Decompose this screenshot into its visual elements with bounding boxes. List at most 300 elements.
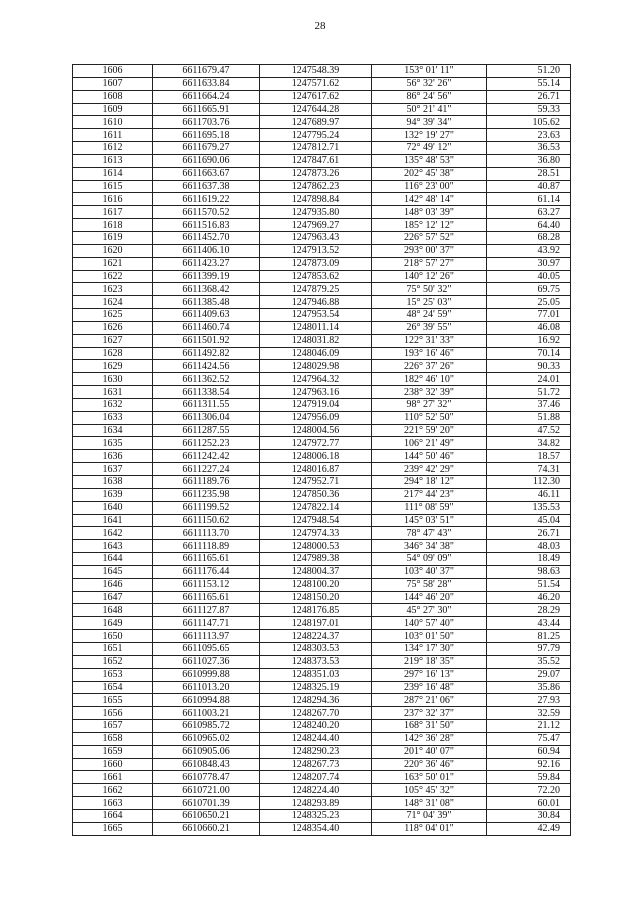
bearing-cell: 297° 16' 13": [372, 668, 487, 681]
x-coordinate-cell: 6611176.44: [153, 565, 260, 578]
y-coordinate-cell: 1248197.01: [260, 617, 372, 630]
point-number-cell: 1650: [73, 630, 153, 643]
distance-cell: 42.49: [487, 822, 571, 835]
x-coordinate-cell: 6611013.20: [153, 681, 260, 694]
y-coordinate-cell: 1248325.23: [260, 809, 372, 822]
point-number-cell: 1609: [73, 103, 153, 116]
x-coordinate-cell: 6611189.76: [153, 476, 260, 489]
point-number-cell: 1642: [73, 527, 153, 540]
y-coordinate-cell: 1247946.88: [260, 296, 372, 309]
distance-cell: 60.01: [487, 797, 571, 810]
bearing-cell: 122° 31' 33": [372, 334, 487, 347]
bearing-cell: 144° 46' 20": [372, 591, 487, 604]
distance-cell: 46.11: [487, 488, 571, 501]
bearing-cell: 237° 32' 37": [372, 707, 487, 720]
table-row: [73, 591, 571, 604]
bearing-cell: 217° 44' 23": [372, 488, 487, 501]
table-row: [73, 527, 571, 540]
table-row: [73, 65, 571, 78]
bearing-cell: 103° 40' 37": [372, 565, 487, 578]
point-number-cell: 1628: [73, 347, 153, 360]
point-number-cell: 1653: [73, 668, 153, 681]
table-row: [73, 167, 571, 180]
table-row: [73, 617, 571, 630]
y-coordinate-cell: 1248290.23: [260, 745, 372, 758]
table-row: [73, 565, 571, 578]
distance-cell: 46.08: [487, 321, 571, 334]
y-coordinate-cell: 1247812.71: [260, 142, 372, 155]
point-number-cell: 1652: [73, 655, 153, 668]
table-row: [73, 822, 571, 835]
point-number-cell: 1658: [73, 732, 153, 745]
point-number-cell: 1629: [73, 360, 153, 373]
bearing-cell: 163° 50' 01": [372, 771, 487, 784]
table-row: [73, 501, 571, 514]
distance-cell: 43.92: [487, 244, 571, 257]
point-number-cell: 1665: [73, 822, 153, 835]
y-coordinate-cell: 1247617.62: [260, 90, 372, 103]
bearing-cell: 94° 39' 34": [372, 116, 487, 129]
table-row: [73, 386, 571, 399]
distance-cell: 70.14: [487, 347, 571, 360]
point-number-cell: 1618: [73, 219, 153, 232]
y-coordinate-cell: 1248244.40: [260, 732, 372, 745]
bearing-cell: 144° 50' 46": [372, 450, 487, 463]
table-row: [73, 668, 571, 681]
y-coordinate-cell: 1248294.36: [260, 694, 372, 707]
x-coordinate-cell: 6611165.61: [153, 591, 260, 604]
table-row: [73, 373, 571, 386]
x-coordinate-cell: 6610965.02: [153, 732, 260, 745]
y-coordinate-cell: 1247935.80: [260, 206, 372, 219]
y-coordinate-cell: 1248267.70: [260, 707, 372, 720]
x-coordinate-cell: 6611409.63: [153, 309, 260, 322]
distance-cell: 35.52: [487, 655, 571, 668]
bearing-cell: 226° 37' 26": [372, 360, 487, 373]
point-number-cell: 1626: [73, 321, 153, 334]
bearing-cell: 293° 00' 37": [372, 244, 487, 257]
x-coordinate-cell: 6611147.71: [153, 617, 260, 630]
table-row: [73, 771, 571, 784]
bearing-cell: 86° 24' 56": [372, 90, 487, 103]
point-number-cell: 1643: [73, 540, 153, 553]
point-number-cell: 1641: [73, 514, 153, 527]
bearing-cell: 75° 58' 28": [372, 578, 487, 591]
point-number-cell: 1647: [73, 591, 153, 604]
bearing-cell: 75° 50' 32": [372, 283, 487, 296]
point-number-cell: 1649: [73, 617, 153, 630]
bearing-cell: 294° 18' 12": [372, 476, 487, 489]
distance-cell: 97.79: [487, 642, 571, 655]
table-row: [73, 90, 571, 103]
x-coordinate-cell: 6611423.27: [153, 257, 260, 270]
bearing-cell: 182° 46' 10": [372, 373, 487, 386]
point-number-cell: 1616: [73, 193, 153, 206]
y-coordinate-cell: 1248351.03: [260, 668, 372, 681]
table-row: [73, 219, 571, 232]
bearing-cell: 185° 12' 12": [372, 219, 487, 232]
x-coordinate-cell: 6611501.92: [153, 334, 260, 347]
point-number-cell: 1623: [73, 283, 153, 296]
x-coordinate-cell: 6611165.61: [153, 553, 260, 566]
coordinates-table: [72, 64, 571, 836]
y-coordinate-cell: 1247972.77: [260, 437, 372, 450]
y-coordinate-cell: 1248373.53: [260, 655, 372, 668]
point-number-cell: 1636: [73, 450, 153, 463]
distance-cell: 47.52: [487, 424, 571, 437]
point-number-cell: 1617: [73, 206, 153, 219]
table-row: [73, 180, 571, 193]
y-coordinate-cell: 1248029.98: [260, 360, 372, 373]
point-number-cell: 1660: [73, 758, 153, 771]
y-coordinate-cell: 1247989.38: [260, 553, 372, 566]
y-coordinate-cell: 1248004.56: [260, 424, 372, 437]
y-coordinate-cell: 1248150.20: [260, 591, 372, 604]
distance-cell: 27.93: [487, 694, 571, 707]
table-row: [73, 309, 571, 322]
table-row: [73, 450, 571, 463]
table-row: [73, 463, 571, 476]
x-coordinate-cell: 6610778.47: [153, 771, 260, 784]
x-coordinate-cell: 6611368.42: [153, 283, 260, 296]
distance-cell: 61.14: [487, 193, 571, 206]
table-row: [73, 360, 571, 373]
table-row: [73, 797, 571, 810]
x-coordinate-cell: 6611027.36: [153, 655, 260, 668]
point-number-cell: 1632: [73, 398, 153, 411]
bearing-cell: 346° 34' 38": [372, 540, 487, 553]
table-row: [73, 784, 571, 797]
bearing-cell: 239° 42' 29": [372, 463, 487, 476]
x-coordinate-cell: 6611095.65: [153, 642, 260, 655]
distance-cell: 23.63: [487, 129, 571, 142]
distance-cell: 59.84: [487, 771, 571, 784]
bearing-cell: 287° 21' 06": [372, 694, 487, 707]
bearing-cell: 140° 12' 26": [372, 270, 487, 283]
table-row: [73, 437, 571, 450]
y-coordinate-cell: 1248240.20: [260, 720, 372, 733]
distance-cell: 63.27: [487, 206, 571, 219]
table-row: [73, 398, 571, 411]
table-row: [73, 296, 571, 309]
table-row: [73, 630, 571, 643]
bearing-cell: 220° 36' 46": [372, 758, 487, 771]
x-coordinate-cell: 6611242.42: [153, 450, 260, 463]
bearing-cell: 48° 24' 59": [372, 309, 487, 322]
bearing-cell: 56° 32' 26": [372, 77, 487, 90]
point-number-cell: 1646: [73, 578, 153, 591]
y-coordinate-cell: 1247898.84: [260, 193, 372, 206]
x-coordinate-cell: 6611695.18: [153, 129, 260, 142]
distance-cell: 68.28: [487, 231, 571, 244]
distance-cell: 90.33: [487, 360, 571, 373]
x-coordinate-cell: 6611406.10: [153, 244, 260, 257]
table-row: [73, 116, 571, 129]
table-row: [73, 758, 571, 771]
bearing-cell: 221° 59' 20": [372, 424, 487, 437]
distance-cell: 35.86: [487, 681, 571, 694]
distance-cell: 51.20: [487, 65, 571, 78]
y-coordinate-cell: 1247963.43: [260, 231, 372, 244]
table-row: [73, 707, 571, 720]
point-number-cell: 1619: [73, 231, 153, 244]
x-coordinate-cell: 6611199.52: [153, 501, 260, 514]
y-coordinate-cell: 1247879.25: [260, 283, 372, 296]
distance-cell: 26.71: [487, 90, 571, 103]
point-number-cell: 1614: [73, 167, 153, 180]
table-row: [73, 283, 571, 296]
distance-cell: 59.33: [487, 103, 571, 116]
distance-cell: 64.40: [487, 219, 571, 232]
point-number-cell: 1654: [73, 681, 153, 694]
point-number-cell: 1625: [73, 309, 153, 322]
distance-cell: 112.30: [487, 476, 571, 489]
y-coordinate-cell: 1248006.18: [260, 450, 372, 463]
bearing-cell: 148° 03' 39": [372, 206, 487, 219]
y-coordinate-cell: 1248303.53: [260, 642, 372, 655]
y-coordinate-cell: 1247795.24: [260, 129, 372, 142]
table-row: [73, 694, 571, 707]
y-coordinate-cell: 1248100.20: [260, 578, 372, 591]
point-number-cell: 1606: [73, 65, 153, 78]
bearing-cell: 218° 57' 27": [372, 257, 487, 270]
distance-cell: 26.71: [487, 527, 571, 540]
x-coordinate-cell: 6611385.48: [153, 296, 260, 309]
x-coordinate-cell: 6611679.27: [153, 142, 260, 155]
table-row: [73, 129, 571, 142]
distance-cell: 105.62: [487, 116, 571, 129]
table-row: [73, 334, 571, 347]
point-number-cell: 1655: [73, 694, 153, 707]
bearing-cell: 142° 36' 28": [372, 732, 487, 745]
distance-cell: 92.16: [487, 758, 571, 771]
point-number-cell: 1659: [73, 745, 153, 758]
table-row: [73, 514, 571, 527]
table-row: [73, 142, 571, 155]
x-coordinate-cell: 6611690.06: [153, 154, 260, 167]
y-coordinate-cell: 1247853.62: [260, 270, 372, 283]
distance-cell: 29.07: [487, 668, 571, 681]
y-coordinate-cell: 1247948.54: [260, 514, 372, 527]
y-coordinate-cell: 1247862.23: [260, 180, 372, 193]
x-coordinate-cell: 6611637.38: [153, 180, 260, 193]
distance-cell: 21.12: [487, 720, 571, 733]
table-row: [73, 732, 571, 745]
distance-cell: 30.97: [487, 257, 571, 270]
point-number-cell: 1615: [73, 180, 153, 193]
point-number-cell: 1657: [73, 720, 153, 733]
point-number-cell: 1607: [73, 77, 153, 90]
bearing-cell: 15° 25' 03": [372, 296, 487, 309]
table-row: [73, 231, 571, 244]
x-coordinate-cell: 6611127.87: [153, 604, 260, 617]
point-number-cell: 1633: [73, 411, 153, 424]
x-coordinate-cell: 6611665.91: [153, 103, 260, 116]
point-number-cell: 1630: [73, 373, 153, 386]
x-coordinate-cell: 6611516.83: [153, 219, 260, 232]
bearing-cell: 103° 01' 50": [372, 630, 487, 643]
y-coordinate-cell: 1248046.09: [260, 347, 372, 360]
y-coordinate-cell: 1248354.40: [260, 822, 372, 835]
table-row: [73, 655, 571, 668]
y-coordinate-cell: 1247952.71: [260, 476, 372, 489]
distance-cell: 69.75: [487, 283, 571, 296]
y-coordinate-cell: 1247953.54: [260, 309, 372, 322]
distance-cell: 51.72: [487, 386, 571, 399]
y-coordinate-cell: 1248011.14: [260, 321, 372, 334]
x-coordinate-cell: 6611424.56: [153, 360, 260, 373]
bearing-cell: 132° 19' 27": [372, 129, 487, 142]
point-number-cell: 1608: [73, 90, 153, 103]
bearing-cell: 142° 48' 14": [372, 193, 487, 206]
table-row: [73, 154, 571, 167]
point-number-cell: 1613: [73, 154, 153, 167]
bearing-cell: 226° 57' 52": [372, 231, 487, 244]
x-coordinate-cell: 6610999.88: [153, 668, 260, 681]
distance-cell: 25.05: [487, 296, 571, 309]
bearing-cell: 145° 03' 51": [372, 514, 487, 527]
x-coordinate-cell: 6611362.52: [153, 373, 260, 386]
x-coordinate-cell: 6611679.47: [153, 65, 260, 78]
bearing-cell: 78° 47' 43": [372, 527, 487, 540]
y-coordinate-cell: 1247644.28: [260, 103, 372, 116]
distance-cell: 37.46: [487, 398, 571, 411]
distance-cell: 51.54: [487, 578, 571, 591]
y-coordinate-cell: 1247571.62: [260, 77, 372, 90]
x-coordinate-cell: 6611633.84: [153, 77, 260, 90]
point-number-cell: 1663: [73, 797, 153, 810]
y-coordinate-cell: 1247913.52: [260, 244, 372, 257]
point-number-cell: 1664: [73, 809, 153, 822]
bearing-cell: 45° 27' 30": [372, 604, 487, 617]
point-number-cell: 1638: [73, 476, 153, 489]
y-coordinate-cell: 1248267.73: [260, 758, 372, 771]
point-number-cell: 1634: [73, 424, 153, 437]
table-row: [73, 77, 571, 90]
distance-cell: 135.53: [487, 501, 571, 514]
y-coordinate-cell: 1248004.37: [260, 565, 372, 578]
distance-cell: 51.88: [487, 411, 571, 424]
bearing-cell: 135° 48' 53": [372, 154, 487, 167]
table-row: [73, 347, 571, 360]
distance-cell: 36.53: [487, 142, 571, 155]
distance-cell: 77.01: [487, 309, 571, 322]
bearing-cell: 110° 52' 50": [372, 411, 487, 424]
x-coordinate-cell: 6610721.00: [153, 784, 260, 797]
y-coordinate-cell: 1247974.33: [260, 527, 372, 540]
bearing-cell: 140° 57' 40": [372, 617, 487, 630]
table-row: [73, 578, 571, 591]
bearing-cell: 98° 27' 32": [372, 398, 487, 411]
x-coordinate-cell: 6611619.22: [153, 193, 260, 206]
distance-cell: 48.03: [487, 540, 571, 553]
x-coordinate-cell: 6610701.39: [153, 797, 260, 810]
coordinates-table-body: [73, 65, 571, 836]
point-number-cell: 1651: [73, 642, 153, 655]
x-coordinate-cell: 6611227.24: [153, 463, 260, 476]
bearing-cell: 118° 04' 01": [372, 822, 487, 835]
x-coordinate-cell: 6611306.04: [153, 411, 260, 424]
y-coordinate-cell: 1247548.39: [260, 65, 372, 78]
table-row: [73, 193, 571, 206]
bearing-cell: 134° 17' 30": [372, 642, 487, 655]
table-row: [73, 476, 571, 489]
table-row: [73, 681, 571, 694]
bearing-cell: 26° 39' 55": [372, 321, 487, 334]
y-coordinate-cell: 1248293.89: [260, 797, 372, 810]
table-row: [73, 553, 571, 566]
point-number-cell: 1648: [73, 604, 153, 617]
distance-cell: 40.87: [487, 180, 571, 193]
x-coordinate-cell: 6611460.74: [153, 321, 260, 334]
point-number-cell: 1645: [73, 565, 153, 578]
point-number-cell: 1620: [73, 244, 153, 257]
bearing-cell: 50° 21' 41": [372, 103, 487, 116]
point-number-cell: 1640: [73, 501, 153, 514]
point-number-cell: 1631: [73, 386, 153, 399]
bearing-cell: 202° 45' 38": [372, 167, 487, 180]
distance-cell: 46.20: [487, 591, 571, 604]
y-coordinate-cell: 1248031.82: [260, 334, 372, 347]
y-coordinate-cell: 1248000.53: [260, 540, 372, 553]
point-number-cell: 1627: [73, 334, 153, 347]
table-row: [73, 103, 571, 116]
point-number-cell: 1611: [73, 129, 153, 142]
table-row: [73, 257, 571, 270]
y-coordinate-cell: 1247850.36: [260, 488, 372, 501]
distance-cell: 55.14: [487, 77, 571, 90]
distance-cell: 32.59: [487, 707, 571, 720]
table-row: [73, 642, 571, 655]
point-number-cell: 1610: [73, 116, 153, 129]
distance-cell: 43.44: [487, 617, 571, 630]
y-coordinate-cell: 1247919.04: [260, 398, 372, 411]
bearing-cell: 105° 45' 32": [372, 784, 487, 797]
x-coordinate-cell: 6611118.89: [153, 540, 260, 553]
table-row: [73, 244, 571, 257]
distance-cell: 28.51: [487, 167, 571, 180]
x-coordinate-cell: 6610650.21: [153, 809, 260, 822]
bearing-cell: 238° 32' 39": [372, 386, 487, 399]
x-coordinate-cell: 6610905.06: [153, 745, 260, 758]
x-coordinate-cell: 6610985.72: [153, 720, 260, 733]
distance-cell: 81.25: [487, 630, 571, 643]
distance-cell: 74.31: [487, 463, 571, 476]
x-coordinate-cell: 6611492.82: [153, 347, 260, 360]
bearing-cell: 219° 18' 35": [372, 655, 487, 668]
x-coordinate-cell: 6611150.62: [153, 514, 260, 527]
y-coordinate-cell: 1248207.74: [260, 771, 372, 784]
y-coordinate-cell: 1247689.97: [260, 116, 372, 129]
bearing-cell: 168° 31' 50": [372, 720, 487, 733]
x-coordinate-cell: 6611153.12: [153, 578, 260, 591]
y-coordinate-cell: 1247963.16: [260, 386, 372, 399]
point-number-cell: 1612: [73, 142, 153, 155]
x-coordinate-cell: 6610848.43: [153, 758, 260, 771]
x-coordinate-cell: 6611338.54: [153, 386, 260, 399]
x-coordinate-cell: 6611570.52: [153, 206, 260, 219]
bearing-cell: 106° 21' 49": [372, 437, 487, 450]
y-coordinate-cell: 1248224.37: [260, 630, 372, 643]
table-row: [73, 488, 571, 501]
y-coordinate-cell: 1247956.09: [260, 411, 372, 424]
distance-cell: 40.05: [487, 270, 571, 283]
x-coordinate-cell: 6611287.55: [153, 424, 260, 437]
bearing-cell: 201° 40' 07": [372, 745, 487, 758]
distance-cell: 45.04: [487, 514, 571, 527]
table-row: [73, 745, 571, 758]
table-row: [73, 206, 571, 219]
